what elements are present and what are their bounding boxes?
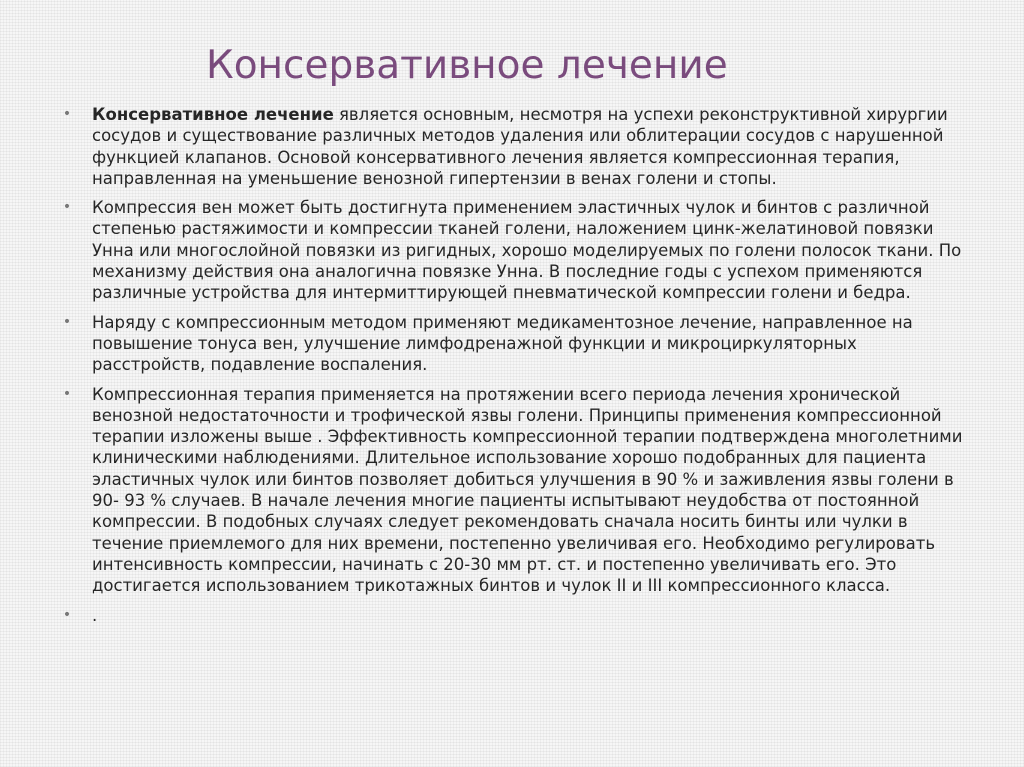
bullet-text: Компрессия вен может быть достигнута применением эластичных чулок и бинтов с различной степенью растяжимости и компрессии тканей голени, наложением цинк-желатиновой повязки Унна или многослойной повязки из ригидных, хорошо моделируемых по голени полосок ткани. По механизму действия она аналогична повязке Унна. В последние годы с успехом применяются различные устройства для интермиттирующей пневматической компрессии голени и бедра. bbox=[92, 198, 962, 303]
bullet-list bbox=[60, 104, 970, 634]
bullet-item-4 bbox=[60, 384, 970, 597]
bullet-text bbox=[92, 105, 948, 188]
bullet-text: Компрессионная терапия применяется на протяжении всего периода лечения хронической венозной недостаточности и трофической язвы голени. Принципы применения компрессионной терапии изложены выше . Эффективность компрессионной терапии подтверждена многолетними клиническими наблюдениями. Длительное использование хорошо подобранных для пациента эластичных чулок или бинтов позволяет добиться улучшения в 90 % и заживления язвы голени в 90- 93 % случаев. В начале лечения многие пациенты испытывают неудобства от постоянной компрессии. В подобных случаях следует рекомендовать сначала носить бинты или чулки в течение приемлемого для них времени, постепенно увеличивая его. Необходимо регулировать интенсивность компрессии, начинать с 20-30 мм рт. ст. и постепенно увеличивать его. Это достигается использованием трикотажных бинтов и чулок II и III компрессионного класса. bbox=[92, 384, 963, 596]
bullet-dot-icon: • bbox=[62, 606, 72, 623]
bullet-item-3 bbox=[60, 312, 970, 376]
bullet-dot-icon: • bbox=[62, 106, 72, 122]
bullet-dot-icon: • bbox=[62, 199, 72, 216]
bullet-text: Наряду с компрессионным методом применяют медикаментозное лечение, направленное на повышение тонуса вен, улучшение лимфодренажной функции и микроциркуляторных расстройств, подавление воспаления. bbox=[92, 312, 913, 375]
bullet-item-5 bbox=[60, 605, 970, 626]
bullet-text: . bbox=[92, 605, 98, 625]
slide-title: Консервативное лечение bbox=[206, 43, 728, 88]
bullet-bold-text: Консервативное лечение bbox=[92, 105, 334, 124]
bullet-item-1 bbox=[60, 104, 970, 189]
bullet-dot-icon: • bbox=[62, 313, 72, 330]
bullet-dot-icon: • bbox=[62, 385, 72, 402]
bullet-body-text: является основным, несмотря на успехи реконструктивной хирургии сосудов и существование различных методов удаления или облитерации сосудов с нарушенной функцией клапанов. Основой консервативного лечения является компрессионная терапия, направленная на уменьшение венозной гипертензии в венах голени и стопы. bbox=[92, 105, 948, 188]
bullet-item-2 bbox=[60, 197, 970, 303]
